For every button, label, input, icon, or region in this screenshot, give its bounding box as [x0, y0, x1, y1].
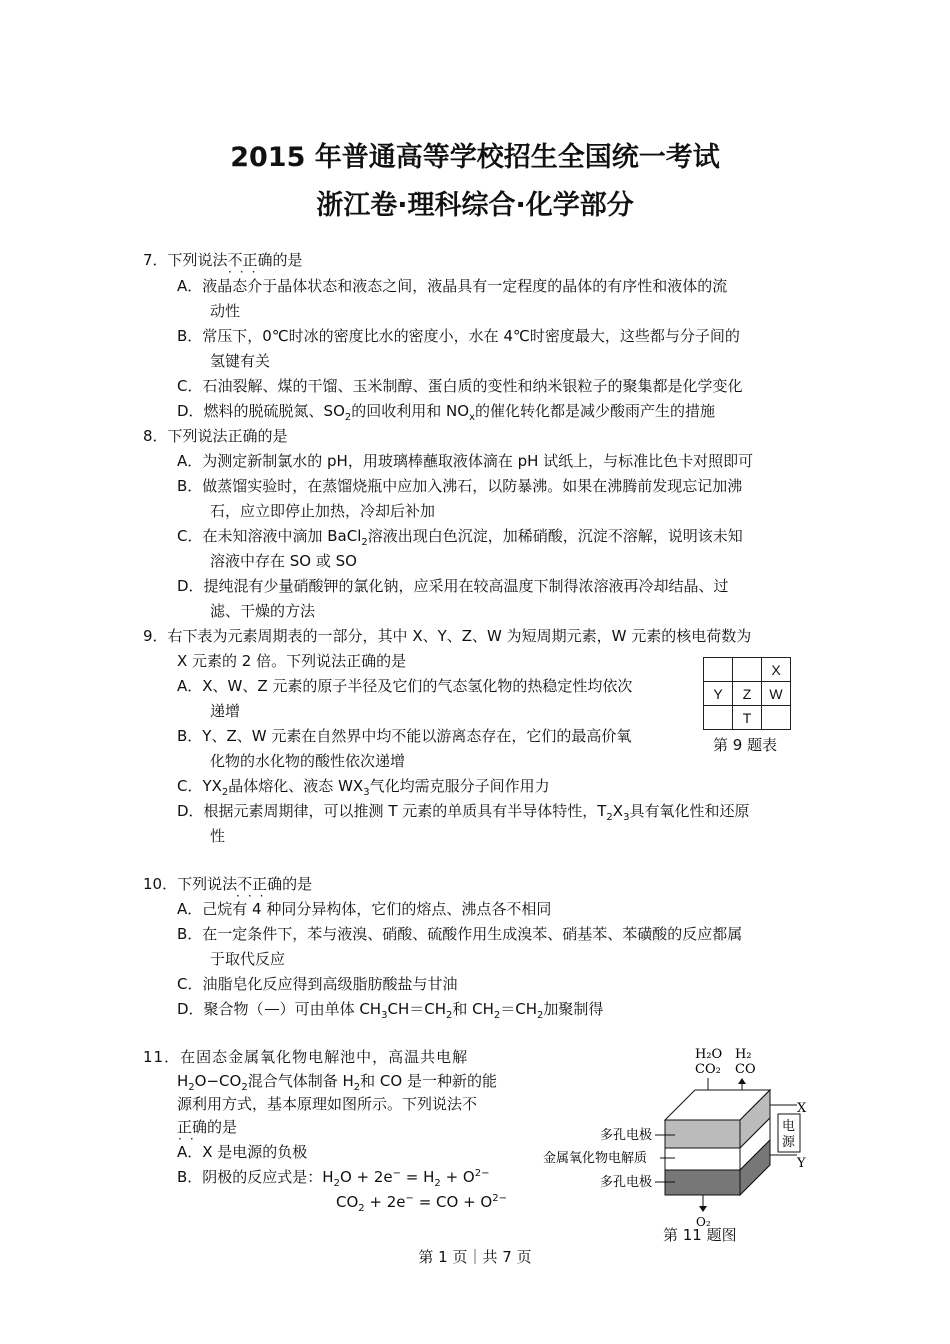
- electrolyte-front: [665, 1148, 740, 1170]
- pt-cell: [704, 706, 733, 730]
- pt-cell: T: [733, 706, 762, 730]
- q9-option-d: D．根据元素周期律，可以推测 T 元素的单质具有半导体特性，$T_2X_3$具有氧化性和还原: [177, 802, 750, 823]
- q11-stem-cont2: 源利用方式，基本原理如图所示。下列说法不: [177, 1095, 478, 1113]
- pt-cell: X: [762, 658, 791, 682]
- electrolyte-label: 金属氧化物电解质: [543, 1151, 648, 1166]
- q8-option-d: D．提纯混有少量硝酸钾的氯化钠，应采用在较高温度下制得浓溶液再冷却结晶、过: [177, 577, 729, 595]
- q11-stem-cont: $H_2O-CO_2$混合气体制备 $H_2$和 CO 是一种新的能: [177, 1072, 497, 1093]
- pt-cell: [733, 658, 762, 682]
- q8-option-b: B．做蒸馏实验时，在蒸馏烧瓶中应加入沸石，以防暴沸。如果在沸腾前发现忘记加沸: [177, 477, 743, 495]
- q11-stem-cont3: 正确的是: [177, 1118, 238, 1136]
- q9-option-b: B．Y、Z、W 元素在自然界中均不能以游离态存在，它们的最高价氧: [177, 727, 632, 745]
- terminal-y-label: Y: [797, 1156, 806, 1171]
- power-label-2: 源: [782, 1135, 796, 1150]
- q9-option-a-cont: 递增: [210, 702, 241, 720]
- q8-option-c-cont: 溶液中存在 SO 或 SO: [210, 552, 357, 570]
- q10-stem: 10．下列说法不正确的是: [143, 875, 313, 893]
- q10-option-b-cont: 于取代反应: [210, 950, 286, 968]
- periodic-table-excerpt: [703, 657, 791, 730]
- pt-cell: [704, 658, 733, 682]
- q7-option-a-cont: 动性: [210, 302, 241, 320]
- pt-cell: [762, 706, 791, 730]
- q8-option-c: C．在未知溶液中滴加 BaCl$_2$溶液出现白色沉淀，加稀硝酸，沉淀不溶解，说明该未知: [177, 527, 743, 548]
- polymer-structure: [265, 1009, 279, 1010]
- q7-option-c: C．石油裂解、煤的干馏、玉米制醇、蛋白质的变性和纳米银粒子的聚集都是化学变化: [177, 377, 743, 395]
- electrolysis-cell-diagram: [535, 1040, 825, 1240]
- q9-option-a: A．X、W、Z 元素的原子半径及它们的气态氢化物的热稳定性均依次: [177, 677, 633, 695]
- bottom-electrode-label: 多孔电极: [600, 1175, 653, 1190]
- q9-table-caption: 第 9 题表: [713, 736, 778, 754]
- q11-figure-caption: 第 11 题图: [663, 1226, 737, 1244]
- exam-subtitle: 浙江卷·理科综合·化学部分: [316, 190, 634, 221]
- q10-option-b: B．在一定条件下，苯与液溴、硝酸、硫酸作用生成溴苯、硝基苯、苯磺酸的反应都属: [177, 925, 743, 943]
- power-label-1: 电: [782, 1119, 796, 1134]
- top-electrode-front: [665, 1120, 740, 1148]
- pt-cell: Z: [733, 682, 762, 706]
- q11-stem: 11．在固态金属氧化物电解池中，高温共电解: [143, 1048, 469, 1066]
- q9-stem: 9．右下表为元素周期表的一部分，其中 X、Y、Z、W 为短周期元素，W 元素的核电荷数为: [143, 627, 752, 645]
- q7-option-b: B．常压下，0℃时冰的密度比水的密度小，水在 4℃时密度最大，这些都与分子间的: [177, 327, 740, 345]
- q9-option-c: C．$YX_2$晶体熔化、液态 $WX_3$气化均需克服分子间作用力: [177, 777, 550, 798]
- terminal-x-label: X: [797, 1101, 807, 1116]
- q11-option-a: A．X 是电源的负极: [177, 1143, 308, 1161]
- pt-cell: Y: [704, 682, 733, 706]
- emphasis-dots: ···: [228, 265, 264, 279]
- q10-option-a: A．己烷有 4 种同分异构体，它们的熔点、沸点各不相同: [177, 900, 552, 918]
- exam-title: 2015 年普通高等学校招生全国统一考试: [230, 142, 720, 173]
- page-footer: 第 1 页｜共 7 页: [418, 1248, 532, 1266]
- q11-option-b: B．阴极的反应式是：$H_2O + 2e^- = H_2 + O^{2-}$: [177, 1168, 490, 1189]
- q11-option-b-cont: $CO_2 + 2e^-$ = CO + $O^{2-}$: [336, 1193, 507, 1214]
- q9-option-b-cont: 化物的水化物的酸性依次递增: [210, 752, 406, 770]
- q7-option-a: A．液晶态介于晶体状态和液态之间，液晶具有一定程度的晶体的有序性和液体的流: [177, 277, 728, 295]
- h2o-label: H₂O: [695, 1047, 723, 1062]
- emphasis-dots: ··: [178, 1132, 202, 1146]
- q8-option-d-cont: 滤、干燥的方法: [210, 602, 316, 620]
- q10-option-d: D．聚合物（ ）可由单体 $CH_3CH=CH_2$和 $CH_2=CH_2$加聚制得: [177, 1000, 604, 1021]
- q8-option-a: A．为测定新制氯水的 pH，用玻璃棒蘸取液体滴在 pH 试纸上，与标准比色卡对照即可: [177, 452, 754, 470]
- o2-arrowhead: [699, 1206, 707, 1212]
- h2-label: H₂: [735, 1047, 752, 1062]
- pt-cell: W: [762, 682, 791, 706]
- bottom-electrode-front: [665, 1170, 740, 1195]
- outlet-arrowhead: [738, 1078, 746, 1084]
- q9-stem-cont: X 元素的 2 倍。下列说法正确的是: [177, 652, 407, 670]
- emphasis-dots: ···: [236, 889, 272, 903]
- o2-label: O₂: [696, 1215, 711, 1229]
- q8-stem: 8．下列说法正确的是: [143, 427, 288, 445]
- q7-option-d: D．燃料的脱硫脱氮、$SO_2$的回收利用和 $NO_x$的催化转化都是减少酸雨产生的措施: [177, 402, 715, 423]
- q8-option-b-cont: 石，应立即停止加热，冷却后补加: [210, 502, 436, 520]
- q7-stem: 7．下列说法不正确的是: [143, 251, 303, 269]
- q10-option-c: C．油脂皂化反应得到高级脂肪酸盐与甘油: [177, 975, 458, 993]
- co2-label: CO₂: [695, 1062, 721, 1077]
- q7-option-b-cont: 氢键有关: [210, 352, 271, 370]
- top-electrode-label: 多孔电极: [600, 1128, 653, 1143]
- co-label: CO: [735, 1062, 756, 1077]
- q9-option-d-cont: 性: [210, 827, 226, 845]
